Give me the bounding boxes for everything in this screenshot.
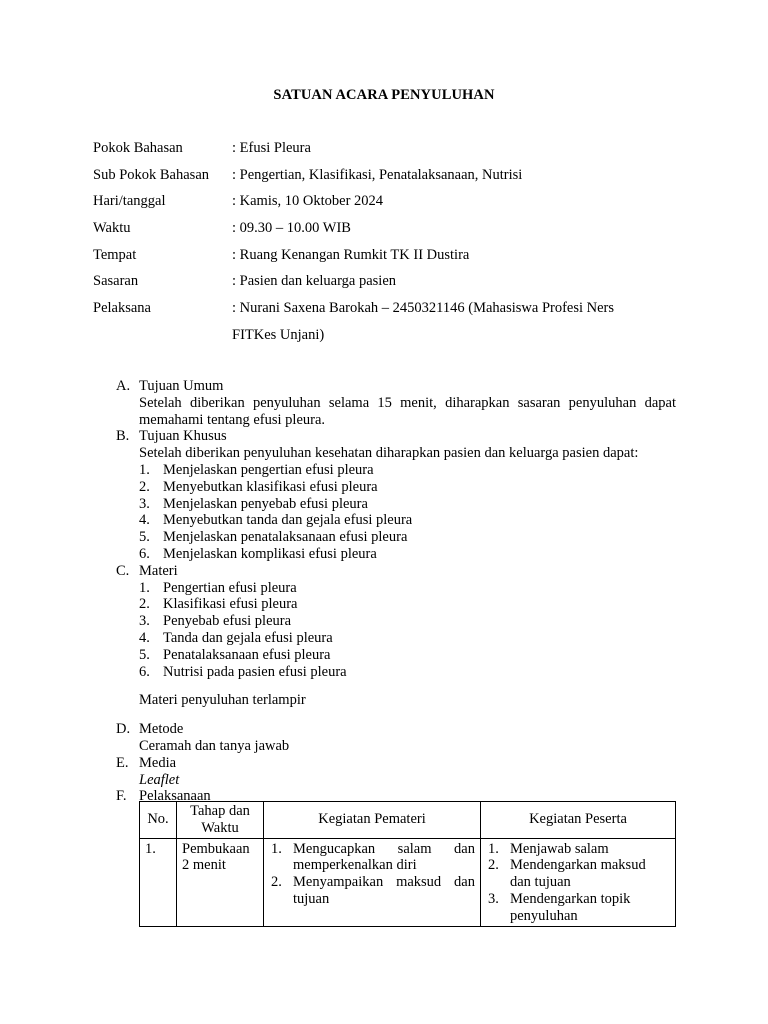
list-number: 3.: [488, 890, 499, 907]
pelaksanaan-table: [139, 801, 676, 927]
list-item: [269, 874, 475, 908]
section-letter: F.: [116, 788, 127, 805]
cell-peserta: [481, 838, 676, 926]
list-number: 3.: [139, 613, 150, 630]
list-number: 4.: [139, 512, 150, 529]
list-text: Mendengarkan maksud dan tujuan: [510, 857, 646, 891]
list-text: Pengertian efusi pleura: [163, 579, 297, 596]
info-row-sub-pokok-bahasan: [93, 166, 693, 193]
list-text: Mendengarkan topik penyuluhan: [510, 890, 631, 924]
list-item: [486, 841, 670, 858]
list-text: Nutrisi pada pasien efusi pleura: [163, 663, 347, 680]
info-row-tempat: [93, 246, 693, 273]
section-text: Ceramah dan tanya jawab: [139, 737, 290, 754]
cell-tahap: Pembukaan 2 menit: [177, 838, 264, 926]
list-item: [139, 596, 676, 613]
info-value: : Pengertian, Klasifikasi, Penatalaksanaan, Nutrisi: [232, 166, 523, 183]
info-value: : Ruang Kenangan Rumkit TK II Dustira: [232, 246, 470, 263]
info-label: Tempat: [93, 246, 137, 263]
section-heading: Media: [139, 754, 177, 771]
peserta-list: [486, 841, 670, 925]
list-text: Menyebutkan klasifikasi efusi pleura: [163, 478, 378, 495]
info-value: : 09.30 – 10.00 WIB: [232, 220, 351, 237]
info-label: Sasaran: [93, 273, 139, 290]
list-item: [139, 630, 676, 647]
list-number: 5.: [139, 529, 150, 546]
list-text: Menjelaskan penyebab efusi pleura: [163, 495, 368, 512]
list-text: Menjelaskan pengertian efusi pleura: [163, 461, 374, 478]
header-kegiatan-peserta: Kegiatan Peserta: [481, 802, 676, 839]
cell-pemateri: [264, 838, 481, 926]
info-label: Pokok Bahasan: [93, 140, 183, 156]
info-value: : Kamis, 10 Oktober 2024: [232, 193, 384, 210]
list-text: Klasifikasi efusi pleura: [163, 596, 298, 613]
pemateri-list: [269, 841, 475, 908]
section-text: Leaflet: [139, 771, 180, 788]
info-value: : Pasien dan keluarga pasien: [232, 273, 397, 290]
header-tahap-waktu: Tahap dan Waktu: [177, 802, 264, 839]
list-text: Menyebutkan tanda dan gejala efusi pleura: [163, 512, 413, 529]
list-number: 1.: [139, 579, 150, 596]
section-heading: Metode: [139, 721, 184, 738]
list-text: Mengucapkan salam dan memperkenalkan diri: [293, 840, 475, 874]
list-item: [139, 647, 676, 664]
list-item: [139, 512, 676, 529]
section-letter: A.: [116, 378, 131, 394]
info-row-sasaran: [93, 272, 693, 299]
list-number: 3.: [139, 495, 150, 512]
info-block: [93, 139, 693, 353]
list-item: [139, 580, 676, 597]
list-text: Menjawab salam: [510, 840, 609, 857]
list-item: [139, 664, 676, 681]
list-number: 1.: [488, 840, 499, 857]
list-text: Tanda dan gejala efusi pleura: [163, 629, 333, 646]
list-item: [139, 479, 676, 496]
list-number: 4.: [139, 629, 150, 646]
list-item: [486, 891, 670, 925]
section-tujuan-khusus: [116, 428, 676, 562]
list-number: 1.: [139, 461, 150, 478]
info-value-continuation: FITKes Unjani): [232, 326, 325, 343]
header-no: No.: [140, 802, 177, 839]
document-title: SATUAN ACARA PENYULUHAN: [273, 87, 495, 103]
list-number: 6.: [139, 663, 150, 680]
materi-note: Materi penyuluhan terlampir: [139, 692, 306, 709]
info-value: : Efusi Pleura: [232, 140, 311, 156]
list-text: Penatalaksanaan efusi pleura: [163, 646, 331, 663]
info-row-waktu: [93, 219, 693, 246]
section-letter: B.: [116, 428, 130, 445]
list-item: [139, 529, 676, 546]
info-row-pelaksana-continuation: [93, 326, 693, 353]
info-row-pokok-bahasan: [93, 139, 693, 166]
info-row-hari-tanggal: [93, 192, 693, 219]
list-number: 6.: [139, 545, 150, 562]
section-letter: E.: [116, 754, 129, 771]
section-text: Setelah diberikan penyuluhan selama 15 menit, diharapkan sasaran penyuluhan dapat memahami tentang efusi pleura.: [139, 394, 676, 428]
tujuan-khusus-list: [139, 462, 676, 563]
list-number: 2.: [139, 596, 150, 613]
section-heading: Tujuan Umum: [139, 378, 224, 394]
list-item: [139, 496, 676, 513]
list-number: 2.: [139, 478, 150, 495]
section-media: [116, 755, 676, 789]
info-row-pelaksana: [93, 299, 693, 326]
info-label: Pelaksana: [93, 300, 151, 317]
list-number: 2.: [271, 874, 282, 891]
materi-list: [139, 580, 676, 681]
list-text: Penyebab efusi pleura: [163, 613, 292, 630]
sections: [116, 378, 676, 805]
info-value: : Nurani Saxena Barokah – 2450321146 (Mahasiswa Profesi Ners: [232, 300, 615, 317]
info-label: Sub Pokok Bahasan: [93, 166, 209, 183]
header-kegiatan-pemateri: Kegiatan Pemateri: [264, 802, 481, 839]
section-tujuan-umum: [116, 378, 676, 428]
list-number: 2.: [488, 857, 499, 874]
info-label: Hari/tanggal: [93, 193, 166, 210]
section-letter: C.: [116, 562, 130, 579]
table-row: [140, 838, 676, 926]
section-heading: Materi: [139, 562, 178, 579]
section-heading: Pelaksanaan: [139, 788, 211, 805]
list-item: [269, 841, 475, 875]
section-letter: D.: [116, 721, 131, 738]
list-number: 1.: [271, 840, 282, 857]
list-text: Menjelaskan komplikasi efusi pleura: [163, 545, 377, 562]
section-materi: [116, 563, 676, 721]
table-header-row: [140, 802, 676, 839]
section-intro: Setelah diberikan penyuluhan kesehatan diharapkan pasien dan keluarga pasien dapat:: [139, 445, 639, 462]
section-metode: [116, 721, 676, 755]
info-label: Waktu: [93, 220, 131, 237]
list-number: 5.: [139, 646, 150, 663]
list-item: [139, 462, 676, 479]
list-text: Menyampaikan maksud dan tujuan: [293, 874, 475, 907]
cell-no: 1.: [140, 838, 177, 926]
list-item: [486, 857, 670, 891]
list-text: Menjelaskan penatalaksanaan efusi pleura: [163, 529, 408, 546]
section-heading: Tujuan Khusus: [139, 428, 227, 445]
list-item: [139, 546, 676, 563]
list-item: [139, 613, 676, 630]
